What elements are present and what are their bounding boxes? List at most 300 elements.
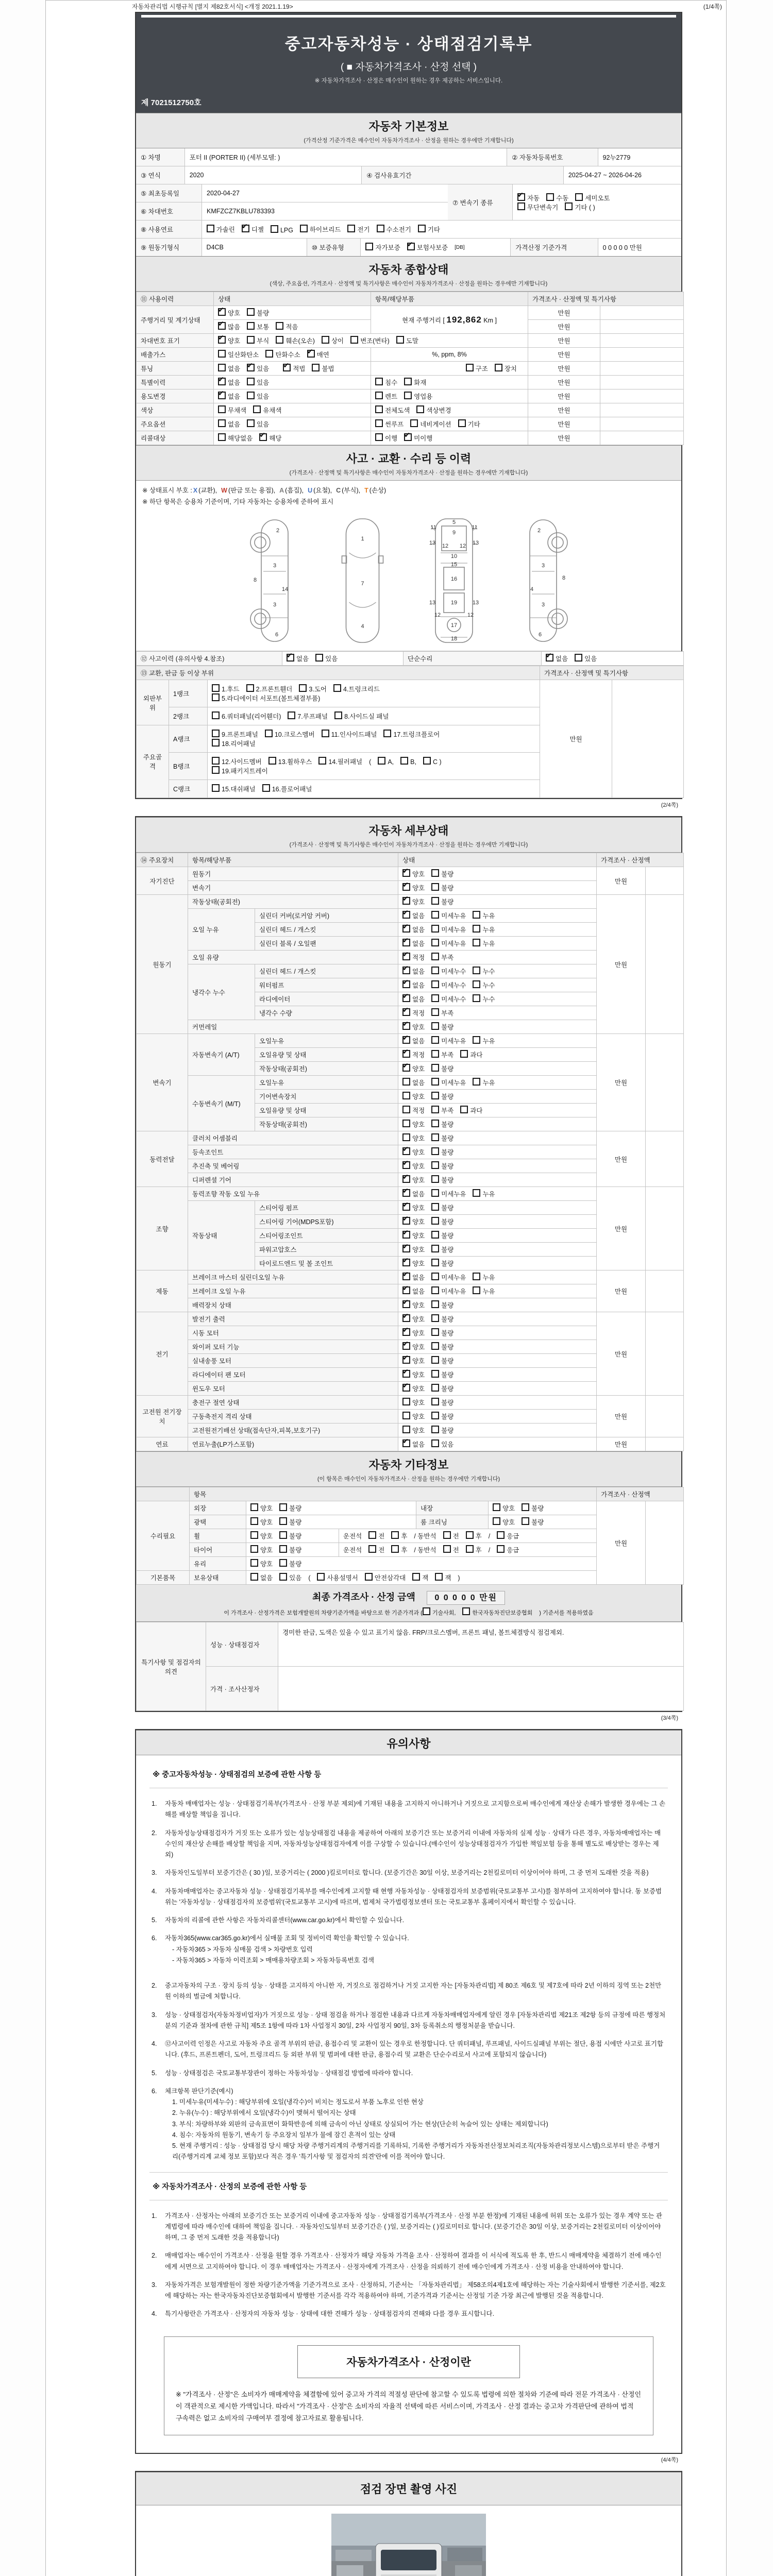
checkbox[interactable]: [402, 1217, 410, 1225]
checkbox[interactable]: [212, 730, 220, 737]
checkbox[interactable]: [402, 1370, 410, 1378]
checkbox[interactable]: [473, 980, 480, 988]
rank-label: A랭크: [169, 725, 208, 753]
checkbox[interactable]: [431, 911, 439, 919]
checkbox[interactable]: [402, 1120, 410, 1127]
checkbox[interactable]: [218, 308, 226, 316]
checkbox-option: [250, 1517, 273, 1527]
checkbox[interactable]: [466, 1545, 474, 1553]
checkbox[interactable]: [365, 1573, 373, 1581]
checkbox[interactable]: [375, 392, 383, 399]
checkbox[interactable]: [402, 925, 410, 933]
checkbox[interactable]: [218, 378, 226, 385]
checkbox[interactable]: [431, 980, 439, 988]
checkbox[interactable]: [365, 243, 373, 250]
checkbox-label: 양호: [412, 1399, 425, 1406]
checkbox[interactable]: [283, 364, 291, 371]
checkbox[interactable]: [318, 757, 326, 765]
checkbox[interactable]: [435, 1573, 443, 1581]
checkbox-option: [402, 1439, 425, 1449]
checkbox[interactable]: [431, 1314, 439, 1322]
checkbox[interactable]: [375, 405, 383, 413]
checkbox-label: 없음: [260, 1574, 273, 1582]
checkbox[interactable]: [431, 1064, 439, 1072]
checkbox[interactable]: [402, 1245, 410, 1252]
checkbox-label: 불량: [441, 1358, 454, 1365]
checkbox[interactable]: [268, 757, 276, 765]
checkbox-label: 13.휠하우스: [278, 758, 312, 766]
checkbox[interactable]: [431, 1412, 439, 1419]
checkbox[interactable]: [271, 225, 278, 233]
checkbox[interactable]: [391, 1545, 399, 1553]
checkbox[interactable]: [402, 1398, 410, 1405]
checkbox[interactable]: [431, 1398, 439, 1405]
row-label: ⑫ 사고이력 (유의사항 4.참조): [137, 652, 282, 666]
checkbox[interactable]: [299, 684, 307, 692]
checkbox[interactable]: [265, 730, 273, 737]
checkbox[interactable]: [212, 693, 220, 701]
checkbox[interactable]: [402, 980, 410, 988]
checkbox[interactable]: [276, 322, 283, 330]
item-label: 연료누출(LP가스포함): [188, 1437, 398, 1451]
item-cell: [371, 362, 528, 376]
checkbox[interactable]: [402, 1426, 410, 1433]
checkbox-label: 구조: [475, 365, 488, 372]
checkbox[interactable]: [404, 392, 412, 399]
table-row: [137, 389, 684, 403]
state-cell: [214, 362, 371, 376]
checkbox[interactable]: [431, 1147, 439, 1155]
checkbox[interactable]: [334, 711, 342, 719]
checkbox-option: [402, 939, 425, 948]
row-value: D4CB: [202, 239, 307, 256]
state-code: C: [336, 487, 341, 494]
notice-item: [152, 2039, 666, 2061]
panel-number: 13: [472, 540, 479, 546]
checkbox[interactable]: [218, 392, 226, 399]
checkbox[interactable]: [375, 378, 383, 385]
checkbox[interactable]: [288, 711, 295, 719]
checkbox[interactable]: [242, 225, 249, 232]
checkbox[interactable]: [315, 654, 323, 662]
checkbox[interactable]: [575, 654, 582, 662]
item-label: 배력장치 상태: [188, 1298, 398, 1312]
checkbox[interactable]: [431, 1203, 439, 1211]
state-cell: [398, 1145, 597, 1159]
checkbox[interactable]: [431, 1245, 439, 1252]
checkbox[interactable]: [466, 364, 474, 371]
item-sub-label: 파워고압호스: [255, 1243, 398, 1257]
checkbox[interactable]: [431, 1273, 439, 1280]
checkbox-option: [265, 350, 300, 359]
checkbox[interactable]: [460, 1050, 468, 1058]
state-cell: [398, 1368, 597, 1382]
checkbox-option: [250, 1545, 273, 1554]
checkbox[interactable]: [404, 433, 412, 441]
checkbox[interactable]: [517, 193, 525, 201]
checkbox[interactable]: [493, 1517, 500, 1525]
panel-number: 3: [273, 563, 276, 569]
checkbox[interactable]: [375, 433, 383, 441]
checkbox[interactable]: [350, 336, 358, 344]
panel-number: 2: [276, 528, 279, 534]
checkbox-label: 네비게이션: [420, 421, 451, 428]
checkbox[interactable]: [287, 654, 294, 662]
checkbox[interactable]: [400, 757, 408, 765]
checkbox[interactable]: [402, 1133, 410, 1141]
checkbox-option: [431, 1314, 453, 1324]
checkbox[interactable]: [402, 869, 410, 877]
checkbox[interactable]: [259, 433, 267, 441]
checkbox[interactable]: [218, 336, 226, 344]
checkbox[interactable]: [402, 967, 410, 974]
checkbox[interactable]: [276, 336, 283, 344]
checkbox[interactable]: [378, 757, 385, 765]
checkbox-label: 수소전기: [386, 226, 411, 233]
checkbox[interactable]: [497, 1531, 505, 1539]
checkbox[interactable]: [218, 405, 226, 413]
checkbox-label: 기타 ( ): [575, 204, 595, 211]
notice-body: [136, 1755, 681, 2453]
checkbox[interactable]: [431, 1439, 439, 1447]
checkbox[interactable]: [247, 364, 255, 371]
checkbox[interactable]: [218, 364, 226, 371]
price-cell: 만원: [540, 680, 612, 798]
blank-cell: [600, 320, 684, 334]
checkbox[interactable]: [279, 1559, 287, 1567]
row-label: 주행거리 및 계기상태: [137, 306, 214, 334]
panel-number: 14: [281, 586, 288, 592]
checkbox-option: [443, 1531, 459, 1540]
checkbox[interactable]: [402, 1273, 410, 1280]
checkbox[interactable]: [396, 336, 404, 344]
checkbox[interactable]: [431, 939, 439, 946]
panel-number: 8: [562, 575, 565, 581]
checkbox[interactable]: [431, 1370, 439, 1378]
checkbox[interactable]: [212, 757, 220, 765]
checkbox[interactable]: [279, 1503, 287, 1511]
checkbox[interactable]: [473, 967, 480, 974]
checkbox[interactable]: [247, 419, 255, 427]
checkbox[interactable]: [247, 378, 255, 385]
table-row: [137, 1396, 684, 1410]
checkbox[interactable]: [412, 1573, 420, 1581]
checkbox[interactable]: [402, 1384, 410, 1392]
checkbox[interactable]: [522, 1517, 529, 1525]
document-content: [135, 12, 682, 2576]
checkbox[interactable]: [431, 869, 439, 877]
checkbox[interactable]: [575, 193, 583, 201]
checkbox[interactable]: [218, 419, 226, 427]
checkbox[interactable]: [431, 1189, 439, 1197]
checkbox-label: 불량: [441, 1371, 454, 1379]
checkbox[interactable]: [473, 1189, 480, 1197]
checkbox[interactable]: [279, 1573, 287, 1581]
checkbox[interactable]: [431, 1161, 439, 1169]
checkbox[interactable]: [466, 1531, 474, 1539]
checkbox[interactable]: [368, 1545, 376, 1553]
checkbox[interactable]: [402, 1189, 410, 1197]
checkbox[interactable]: [462, 1607, 470, 1615]
checkbox[interactable]: [402, 939, 410, 946]
checkbox[interactable]: [410, 419, 418, 427]
panel-number: 11: [471, 524, 478, 531]
state-cell: [398, 1006, 597, 1020]
checkbox[interactable]: [312, 364, 320, 371]
checkbox[interactable]: [546, 193, 554, 201]
checkbox[interactable]: [431, 1106, 439, 1113]
checkbox[interactable]: [377, 225, 384, 232]
checkbox[interactable]: [375, 419, 383, 427]
checkbox[interactable]: [431, 1175, 439, 1183]
table-row: [137, 362, 684, 376]
checkbox[interactable]: [423, 1607, 430, 1615]
checkbox[interactable]: [218, 322, 226, 330]
checkbox[interactable]: [431, 1120, 439, 1127]
checkbox[interactable]: [402, 1356, 410, 1364]
checkbox-label: 미세누유: [441, 1038, 466, 1045]
checkbox[interactable]: [431, 1092, 439, 1099]
checkbox[interactable]: [402, 1328, 410, 1336]
checkbox[interactable]: [250, 1545, 258, 1553]
price-cell: 만원: [597, 1437, 646, 1451]
state-cell: [398, 1437, 597, 1451]
checkbox[interactable]: [391, 1531, 399, 1539]
checkbox[interactable]: [431, 1008, 439, 1016]
history-header: [136, 445, 681, 481]
checkbox[interactable]: [402, 1106, 410, 1113]
checkbox[interactable]: [431, 953, 439, 960]
checkbox[interactable]: [247, 336, 255, 344]
checkbox[interactable]: [473, 911, 480, 919]
checkbox[interactable]: [250, 1559, 258, 1567]
checkbox[interactable]: [265, 350, 273, 358]
checkbox[interactable]: [402, 883, 410, 891]
checkbox[interactable]: [247, 308, 255, 316]
notice-item-number: 6.: [152, 1935, 157, 1942]
checkbox[interactable]: [407, 243, 415, 250]
checkbox-option: [271, 225, 293, 234]
checkbox-option: [546, 654, 568, 663]
checkbox-label: 도말: [406, 337, 418, 345]
checkbox-label: 적정: [412, 1010, 425, 1017]
checkbox-option: [279, 1559, 301, 1568]
checkbox[interactable]: [207, 225, 214, 232]
checkbox[interactable]: [404, 378, 412, 385]
checkbox[interactable]: [300, 225, 308, 232]
odometer-value: 192,862: [446, 314, 482, 325]
checkbox[interactable]: [431, 1426, 439, 1433]
checkbox[interactable]: [279, 1531, 287, 1539]
checkbox[interactable]: [431, 1050, 439, 1058]
checkbox[interactable]: [431, 897, 439, 905]
checkbox-label: 불량: [441, 1232, 454, 1240]
checkbox[interactable]: [212, 684, 220, 692]
checkbox[interactable]: [212, 784, 220, 792]
checkbox[interactable]: [473, 1273, 480, 1280]
checkbox[interactable]: [493, 1503, 500, 1511]
checkbox[interactable]: [473, 1286, 480, 1294]
checkbox[interactable]: [522, 1503, 529, 1511]
checkbox[interactable]: [333, 684, 341, 692]
state-cell: [398, 1312, 597, 1326]
checkbox[interactable]: [247, 392, 255, 399]
state-code: T: [364, 487, 368, 494]
checkbox[interactable]: [431, 1328, 439, 1336]
checkbox[interactable]: [402, 1064, 410, 1072]
page-marker-1: (1/4쪽): [703, 3, 722, 10]
checkbox-option: [431, 1356, 453, 1365]
checkbox[interactable]: [431, 1356, 439, 1364]
checkbox[interactable]: [212, 766, 220, 774]
state-cell: [398, 1284, 597, 1298]
extra-cell: [339, 1543, 597, 1557]
checkbox[interactable]: [565, 202, 573, 210]
checkbox[interactable]: [347, 225, 355, 232]
checkbox[interactable]: [402, 1008, 410, 1016]
notice-item-text: 특기사항란은 가격조사 · 산정자의 자동차 성능 · 상태에 대한 견해가 성능 · 상태점검자의 견해와 다를 경우 표시합니다.: [165, 2310, 495, 2318]
checkbox[interactable]: [443, 1545, 451, 1553]
checkbox-option: [402, 953, 425, 962]
checkbox[interactable]: [250, 1531, 258, 1539]
checkbox[interactable]: [402, 1314, 410, 1322]
checkbox[interactable]: [322, 336, 329, 344]
checkbox[interactable]: [246, 684, 254, 692]
checkbox[interactable]: [402, 1439, 410, 1447]
extra-cell: [339, 1529, 597, 1543]
checkbox[interactable]: [402, 1412, 410, 1419]
state-cell: [214, 348, 371, 362]
checkbox[interactable]: [218, 433, 226, 441]
checkbox[interactable]: [458, 419, 466, 427]
checkbox[interactable]: [517, 202, 525, 210]
checkbox[interactable]: [402, 1078, 410, 1086]
checkbox[interactable]: [307, 350, 315, 358]
checkbox[interactable]: [431, 1259, 439, 1266]
notice-item: [152, 1868, 666, 1878]
history-title: 사고 · 교환 · 수리 등 이력: [346, 452, 472, 465]
checkbox[interactable]: [402, 1175, 410, 1183]
checkbox[interactable]: [431, 1036, 439, 1044]
checkbox[interactable]: [402, 1050, 410, 1058]
checkbox[interactable]: [497, 1545, 505, 1553]
checkbox[interactable]: [443, 1531, 451, 1539]
checkbox[interactable]: [431, 925, 439, 933]
checkbox[interactable]: [212, 739, 220, 747]
checkbox[interactable]: [431, 1342, 439, 1350]
checkbox[interactable]: [402, 1092, 410, 1099]
checkbox[interactable]: [368, 1531, 376, 1539]
notice-sub-item: 2. 누유(누수) : 해당부위에서 오일(냉각수)이 맺혀서 떨어지는 상태: [172, 2109, 356, 2117]
checkbox[interactable]: [279, 1545, 287, 1553]
checkbox-option: [466, 1545, 482, 1554]
checkbox-label: 미세누유: [441, 1288, 466, 1295]
checkbox[interactable]: [431, 1286, 439, 1294]
checkbox-label: 불량: [289, 1519, 302, 1526]
checkbox[interactable]: [402, 911, 410, 919]
checkbox[interactable]: [402, 1203, 410, 1211]
checkbox-option: [402, 1078, 425, 1087]
checkbox[interactable]: [431, 883, 439, 891]
notice-section-2-title: ※ 자동차가격조사 · 산정의 보증에 관한 사항 등: [149, 2172, 668, 2200]
checkbox[interactable]: [423, 757, 431, 765]
checkbox[interactable]: [402, 1286, 410, 1294]
checkbox[interactable]: [253, 405, 261, 413]
notice-item: [152, 2010, 666, 2032]
checkbox-option: [431, 967, 466, 976]
checkbox[interactable]: [402, 994, 410, 1002]
checkbox[interactable]: [431, 1133, 439, 1141]
checkbox[interactable]: [247, 322, 255, 330]
checkbox[interactable]: [250, 1573, 258, 1581]
checkbox-label: 미세누유: [441, 1191, 466, 1198]
checkbox[interactable]: [402, 1022, 410, 1030]
checkbox[interactable]: [418, 225, 426, 232]
token-text: ): [458, 1574, 460, 1582]
checkbox[interactable]: [431, 1384, 439, 1392]
panel-number: 12: [434, 612, 441, 618]
checkbox[interactable]: [473, 1036, 480, 1044]
checkbox[interactable]: [250, 1517, 258, 1525]
checkbox[interactable]: [473, 939, 480, 946]
checkbox[interactable]: [402, 1161, 410, 1169]
checkbox[interactable]: [402, 1147, 410, 1155]
checkbox[interactable]: [473, 1078, 480, 1086]
checkbox-label: 침수: [385, 379, 398, 386]
checkbox[interactable]: [431, 1231, 439, 1239]
checkbox[interactable]: [431, 1217, 439, 1225]
checkbox[interactable]: [431, 1300, 439, 1308]
checkbox[interactable]: [431, 1022, 439, 1030]
checkbox[interactable]: [473, 925, 480, 933]
checkbox[interactable]: [383, 730, 391, 737]
checkbox[interactable]: [495, 364, 502, 371]
checkbox[interactable]: [402, 1036, 410, 1044]
state-cell: [246, 1557, 597, 1571]
checkbox[interactable]: [402, 1259, 410, 1266]
checkbox-label: 7.루프패널: [297, 713, 328, 720]
overall-note: (색상, 주요옵션, 가격조사 · 산정액 및 특기사항은 매수인이 자동차가격조사 · 산정을 원하는 경우에만 기재합니다): [270, 281, 548, 287]
checkbox[interactable]: [416, 405, 424, 413]
checkbox[interactable]: [402, 1231, 410, 1239]
checkbox[interactable]: [546, 654, 553, 662]
state-cell: [398, 1159, 597, 1173]
checkbox[interactable]: [402, 1300, 410, 1308]
notice-item-number: 5.: [152, 2069, 157, 2077]
row-label: ⑧ 사용연료: [136, 221, 202, 238]
checkbox[interactable]: [460, 1106, 468, 1113]
checkbox-option: [402, 1120, 425, 1129]
checkbox[interactable]: [212, 711, 220, 719]
checkbox[interactable]: [317, 1573, 325, 1581]
checkbox[interactable]: [262, 784, 270, 792]
checkbox[interactable]: [402, 1342, 410, 1350]
notice-sub-item: - 자동차365 > 자동차 실매물 검색 > 차량번호 입력: [172, 1945, 313, 1953]
checkbox[interactable]: [250, 1503, 258, 1511]
checkbox[interactable]: [218, 350, 226, 358]
checkbox[interactable]: [431, 1078, 439, 1086]
checkbox[interactable]: [322, 730, 329, 737]
checkbox[interactable]: [431, 967, 439, 974]
panel-number: 16: [450, 576, 457, 582]
checkbox[interactable]: [279, 1517, 287, 1525]
table-row: [137, 867, 684, 881]
panel-number: 13: [429, 540, 435, 546]
checkbox[interactable]: [431, 994, 439, 1002]
checkbox[interactable]: [402, 953, 410, 960]
checkbox[interactable]: [402, 897, 410, 905]
checkbox[interactable]: [473, 994, 480, 1002]
